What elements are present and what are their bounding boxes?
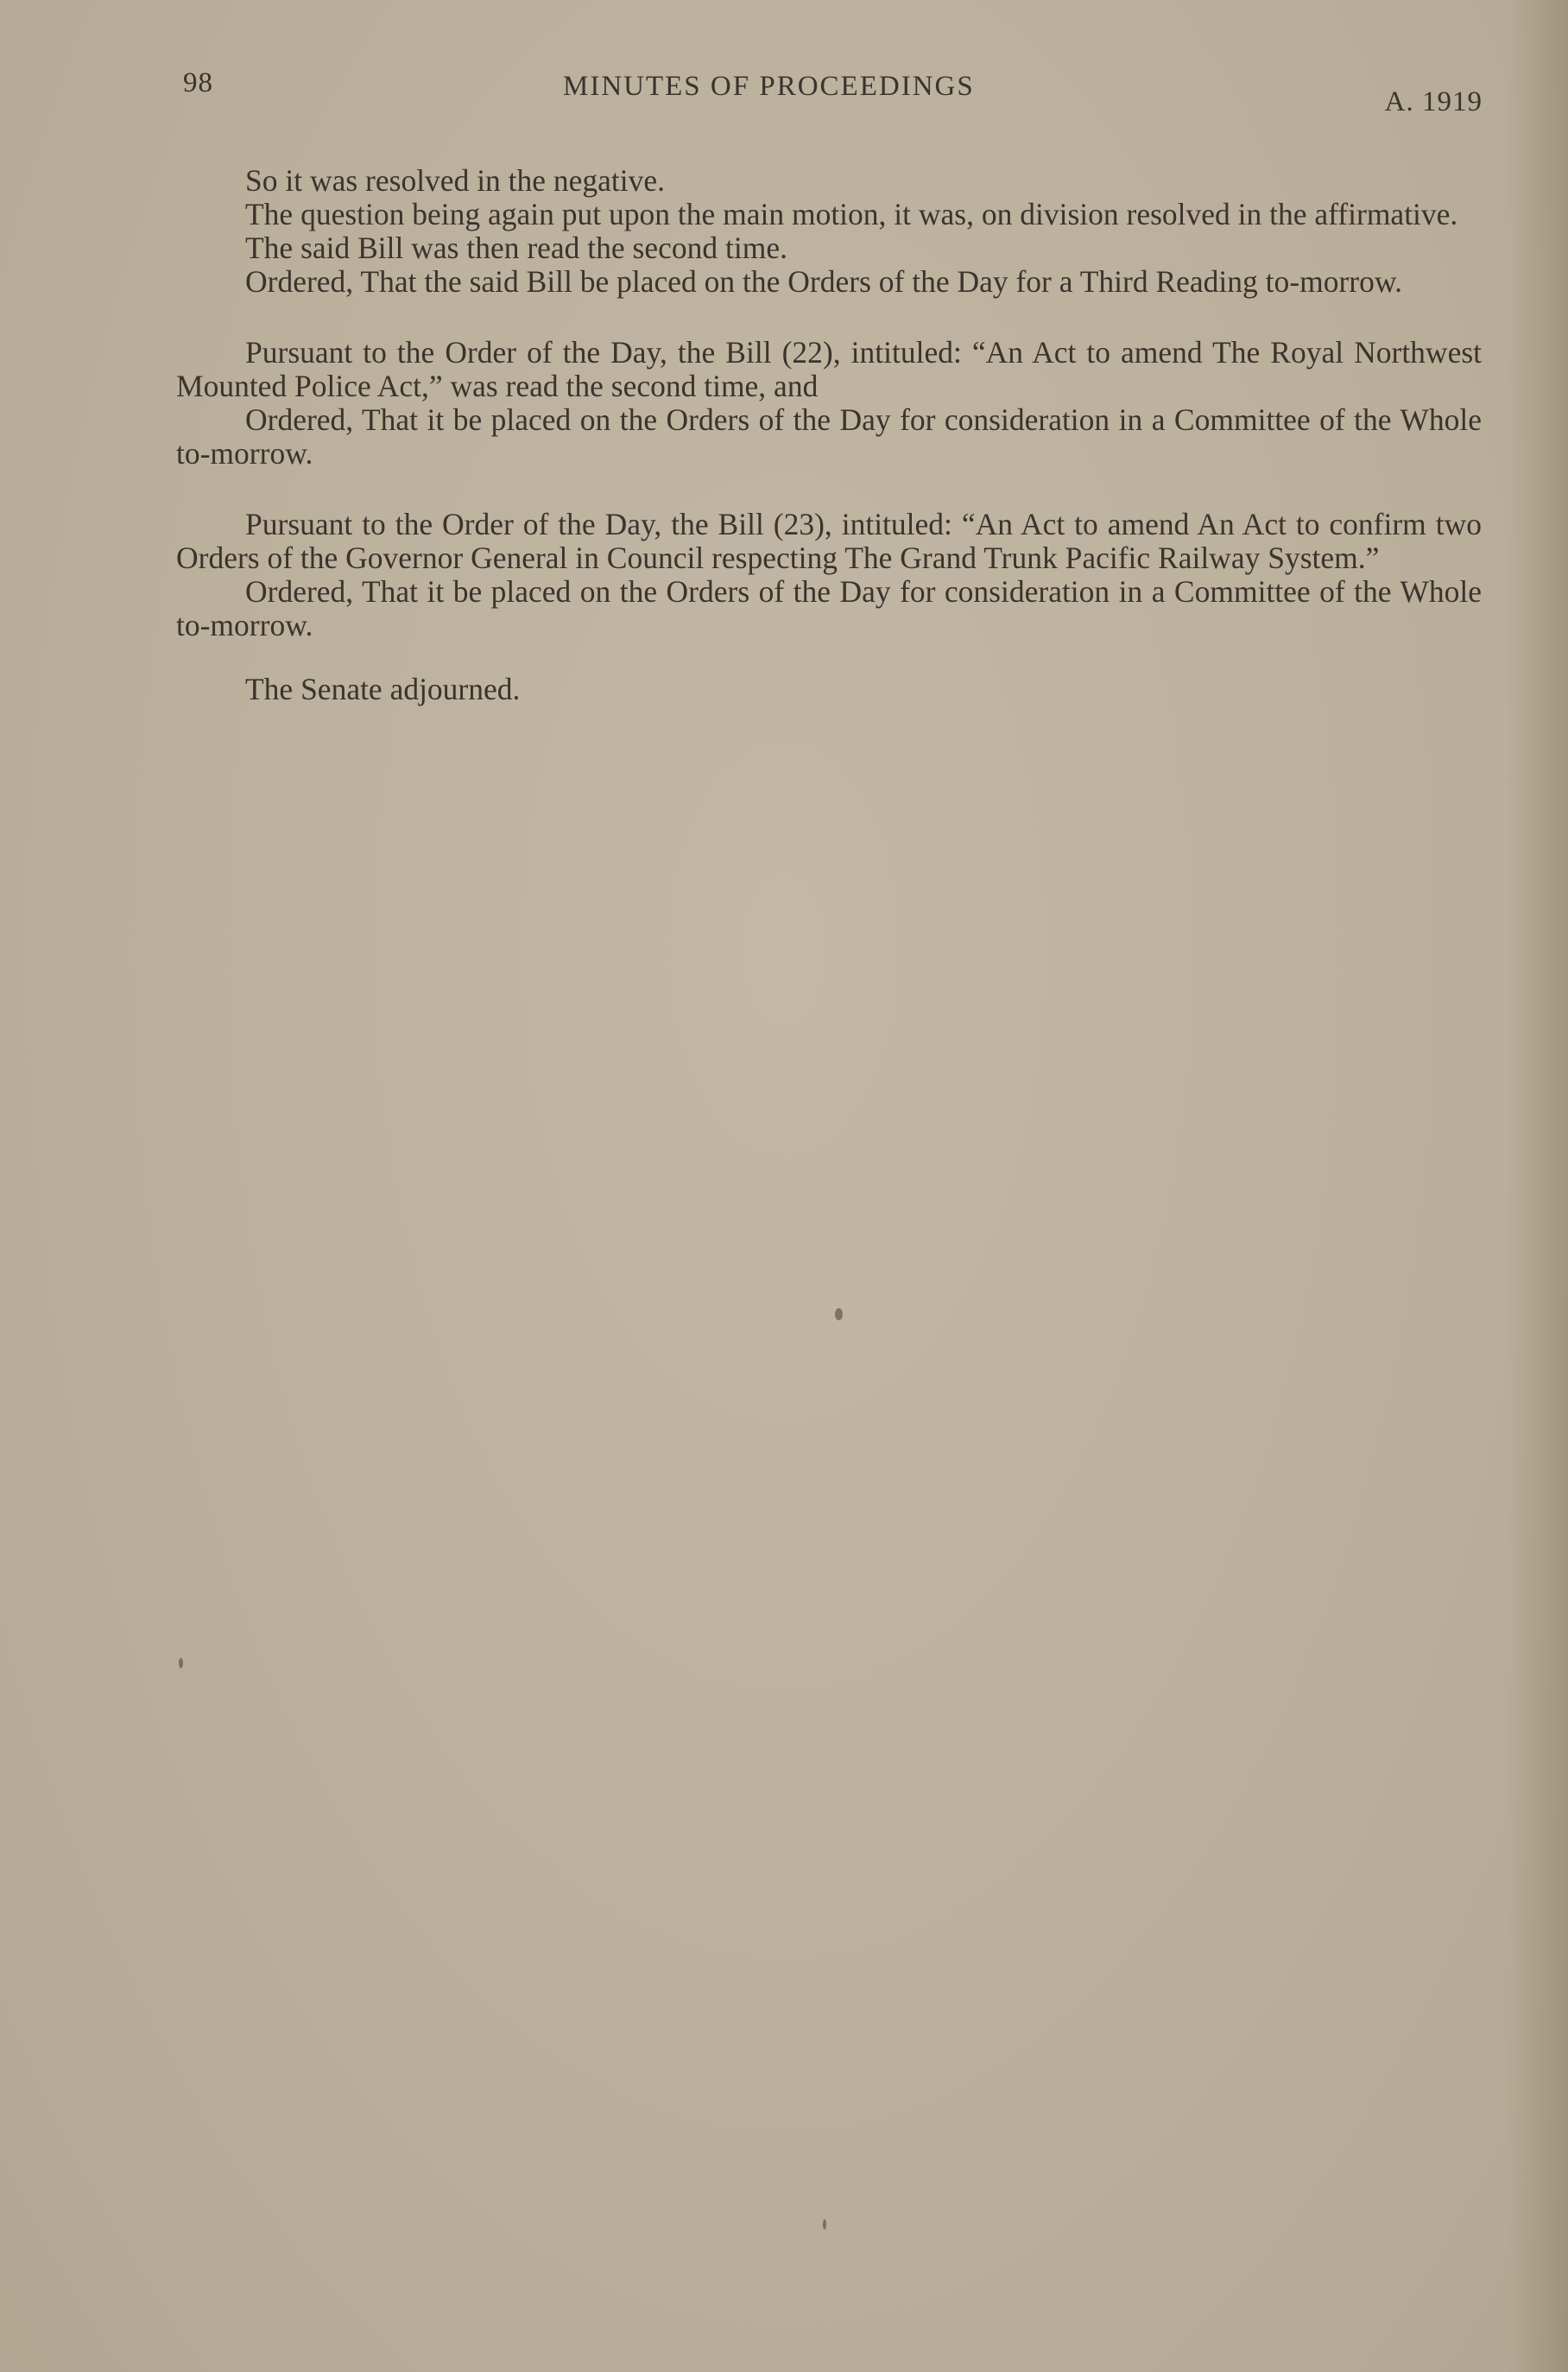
paragraph-bill-23-order: Ordered, That it be placed on the Orders of the Day for consideration in a Committee of the Whole to-morrow. xyxy=(176,574,1482,642)
paragraph-bill-22: Pursuant to the Order of the Day, the Bill (22), intituled: “An Act to amend The Royal Northwest Mounted Police Act,” was read the second time, and xyxy=(176,335,1482,403)
running-title: MINUTES OF PROCEEDINGS xyxy=(563,71,975,102)
paragraph-resolved-negative: So it was resolved in the negative. xyxy=(245,163,666,198)
paragraph-bill-22-order: Ordered, That it be placed on the Orders of the Day for consideration in a Committee of the Whole to-morrow. xyxy=(176,402,1482,471)
paragraph-main-motion: The question being again put upon the main motion, it was, on division resolved in the affirmative. xyxy=(245,197,1458,231)
paper-blemish xyxy=(179,1658,183,1668)
paragraph-bill-23: Pursuant to the Order of the Day, the Bill (23), intituled: “An Act to amend An Act to confirm two Orders of the Governor General in Council respecting The Grand Trunk Pacific Railway System.” xyxy=(176,507,1482,575)
paragraph-second-reading: The said Bill was then read the second time. xyxy=(245,231,787,265)
paragraph-third-reading-order: Ordered, That the said Bill be placed on the Orders of the Day for a Third Reading to-morrow. xyxy=(245,264,1403,299)
section-gap xyxy=(176,299,1482,336)
paper-blemish xyxy=(823,2219,826,2230)
paper-blemish xyxy=(835,1308,843,1320)
paragraph-senate-adjourned: The Senate adjourned. xyxy=(245,672,521,706)
page-edge-shadow xyxy=(1508,0,1568,2372)
page-header xyxy=(183,66,1483,117)
section-gap xyxy=(176,471,1482,508)
section-gap xyxy=(176,642,1482,673)
session-year: A. 1919 xyxy=(1384,86,1483,117)
page-number: 98 xyxy=(183,67,213,98)
minutes-body xyxy=(176,164,1482,706)
